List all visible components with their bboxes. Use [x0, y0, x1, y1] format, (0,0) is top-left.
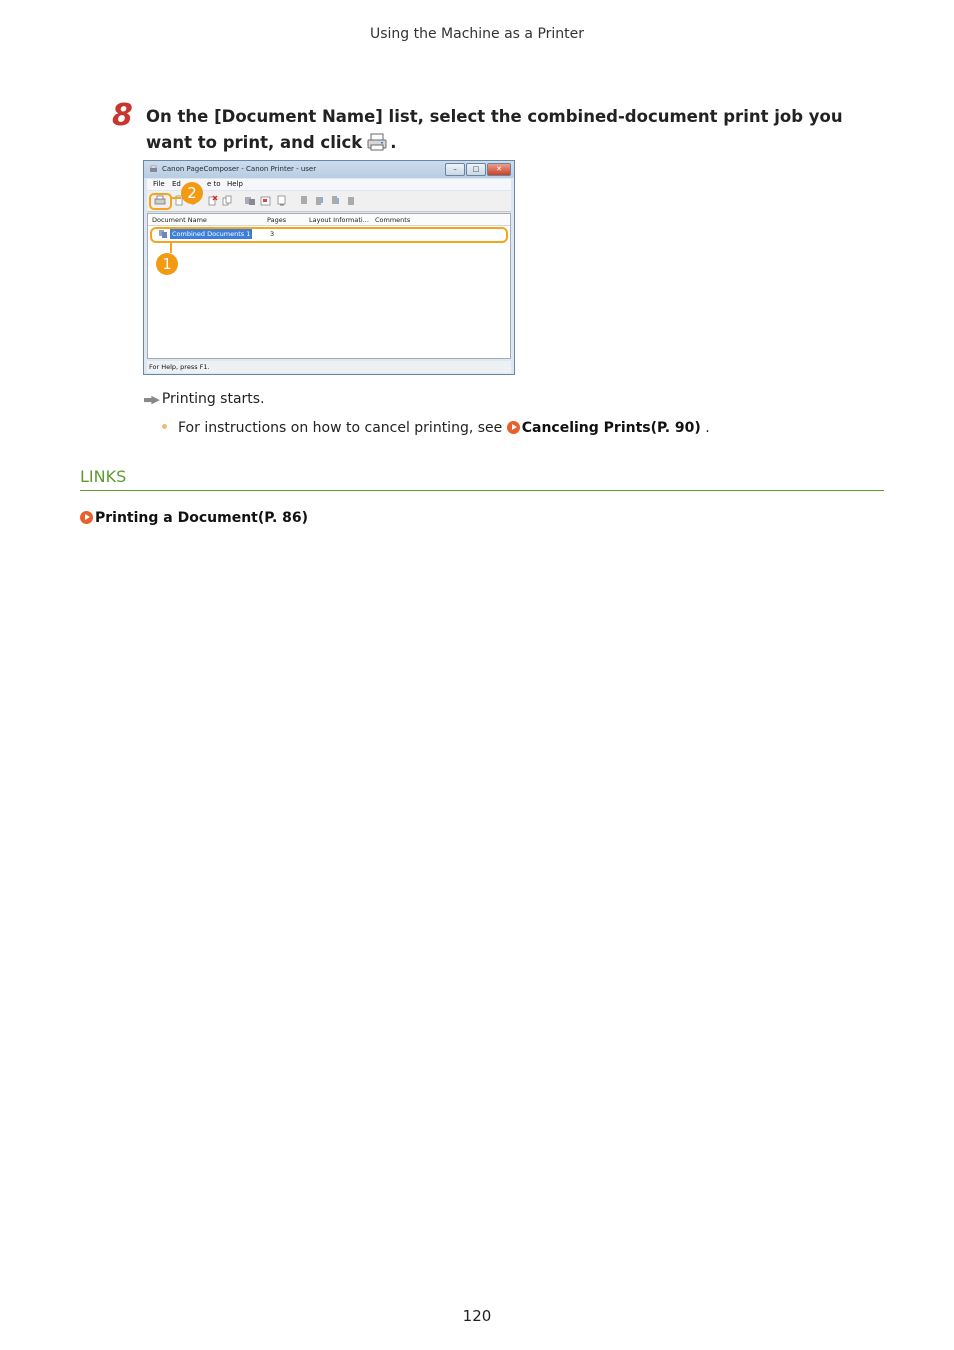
- col-comments[interactable]: Comments: [375, 216, 411, 224]
- page-number: 120: [462, 1307, 492, 1325]
- list-header: [148, 214, 510, 226]
- cancel-prints-link[interactable]: Canceling Prints(P. 90): [521, 420, 701, 436]
- links-item: [80, 510, 308, 526]
- result-line: [143, 391, 265, 407]
- row-highlight: [150, 227, 508, 243]
- window-title-bar: [144, 161, 514, 178]
- document-name-cell[interactable]: Combined Documents 1: [172, 230, 251, 238]
- minimize-icon[interactable]: –: [445, 163, 465, 176]
- combine-icon[interactable]: [244, 195, 256, 206]
- status-text: For Help, press F1.: [149, 363, 210, 371]
- copy-icon[interactable]: [222, 195, 232, 206]
- running-header: Using the Machine as a Printer: [369, 26, 585, 42]
- menu-edit[interactable]: Ed: [172, 180, 181, 188]
- links-divider: [80, 490, 884, 491]
- printing-document-link[interactable]: Printing a Document(P. 86): [95, 510, 309, 526]
- move-down-icon[interactable]: [330, 195, 340, 206]
- window-title: Canon PageComposer - Canon Printer - user: [162, 165, 317, 173]
- window-controls: [445, 163, 511, 175]
- printer-icon: [366, 132, 388, 152]
- step-text: On the [Document Name] list, select the combined-document print job you want to print, and click: [146, 107, 843, 152]
- result-arrow-icon: ▬▶: [143, 393, 158, 406]
- layout-icon[interactable]: [277, 195, 287, 206]
- col-layout[interactable]: Layout Informati...: [309, 216, 369, 224]
- delete-icon[interactable]: [208, 195, 218, 206]
- menu-file[interactable]: File: [153, 180, 165, 188]
- callout-connector: [170, 243, 172, 253]
- link-arrow-icon: [80, 511, 93, 524]
- step-number: 8: [112, 98, 133, 133]
- note-text: For instructions on how to cancel printing, see: [178, 420, 503, 436]
- step-instruction: [146, 104, 886, 156]
- step-text-end: .: [390, 133, 397, 152]
- link-arrow-icon: [507, 421, 520, 434]
- menu-help[interactable]: Help: [227, 180, 243, 188]
- status-bar: [147, 361, 511, 373]
- pages-cell: 3: [270, 230, 275, 238]
- result-text: Printing starts.: [161, 391, 265, 407]
- pagecomposer-window-screenshot: [143, 160, 515, 375]
- preview-icon[interactable]: [260, 195, 272, 206]
- close-icon[interactable]: ✕: [487, 163, 511, 176]
- move-top-icon[interactable]: [299, 195, 309, 206]
- callout-connector: [171, 197, 181, 199]
- links-heading: LINKS: [80, 467, 127, 486]
- note-end: .: [700, 420, 710, 436]
- callout-badge-2: 2: [181, 182, 203, 204]
- menu-move[interactable]: e to: [207, 180, 221, 188]
- col-document-name[interactable]: Document Name: [152, 216, 207, 224]
- move-bottom-icon[interactable]: [346, 195, 356, 206]
- note-item: [162, 420, 710, 436]
- move-up-icon[interactable]: [314, 195, 324, 206]
- maximize-icon[interactable]: □: [466, 163, 486, 176]
- print-button-highlight: [149, 193, 172, 210]
- col-pages[interactable]: Pages: [267, 216, 287, 224]
- callout-badge-1: 1: [156, 253, 178, 275]
- bullet-icon: [162, 424, 167, 429]
- app-icon: [149, 165, 158, 174]
